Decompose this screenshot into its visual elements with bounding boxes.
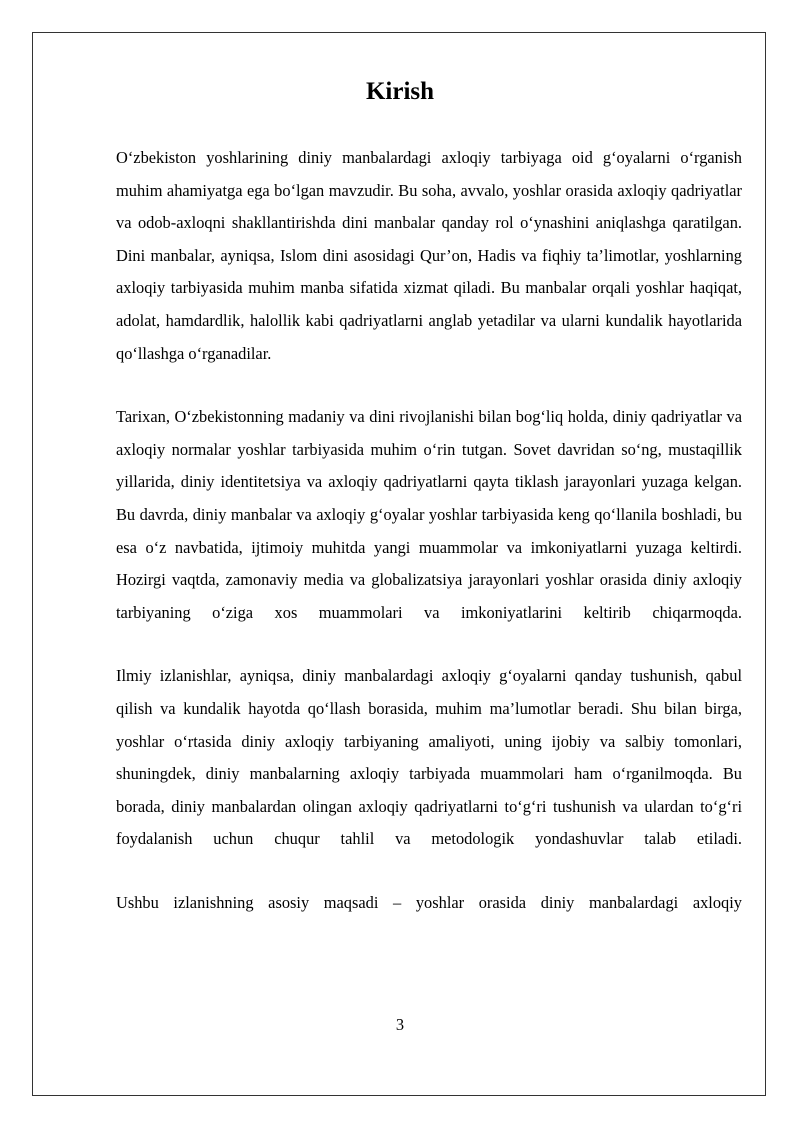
paragraph-4: Ushbu izlanishning asosiy maqsadi – yoshlar orasida diniy manbalardagi axloqiy [116,892,742,912]
page-number: 3 [395,1015,405,1034]
body-text [116,142,742,950]
paragraph-3: Ilmiy izlanishlar, ayniqsa, diniy manbalardagi axloqiy g‘oyalarni qanday tushunish, qabul qilish va kundalik hayotda qo‘llash borasida, muhim ma’lumotlar beradi. Shu bilan birga, yoshlar o‘rtasida diniy axloqiy tarbiyaning amaliyoti, uning ijobiy va salbiy tomonlari, shuningdek, diniy manbalarning axloqiy tarbiyada muammolari ham o‘rganilmoqda. Bu borada, diniy manbalardan olingan axloqiy qadriyatlarni to‘g‘ri tushunish va ulardan to‘g‘ri foydalanish uchun chuqur tahlil va metodologik yondashuvlar talab etiladi. [116,666,742,849]
paragraph-1: O‘zbekiston yoshlarining diniy manbalardagi axloqiy tarbiyaga oid g‘oyalarni o‘rganish muhim ahamiyatga ega bo‘lgan mavzudir. Bu soha, avvalo, yoshlar orasida axloqiy qadriyatlar va odob-axloqni shakllantirishda dini manbalar qanday rol o‘ynashini aniqlashga qaratilgan. Dini manbalar, ayniqsa, Islom dini asosidagi Qur’on, Hadis va fiqhiy ta’limotlar, yoshlarning axloqiy tarbiyasida muhim manba sifatida xizmat qiladi. Bu manbalar orqali yoshlar haqiqat, adolat, hamdardlik, halollik kabi qadriyatlarni anglab yetadilar va ularni kundalik hayotlarida qo‘llashga o‘rganadilar. [116,148,742,363]
page-title: Kirish [365,78,435,105]
paragraph-2: Tarixan, O‘zbekistonning madaniy va dini rivojlanishi bilan bog‘liq holda, diniy qadriyatlar va axloqiy normalar yoshlar tarbiyasida muhim o‘rin tutgan. Sovet davridan so‘ng, mustaqillik yillarida, diniy identitetsiya va axloqiy qadriyatlarni qayta tiklash jarayonlari yuzaga kelgan. Bu davrda, diniy manbalar va axloqiy g‘oyalar yoshlar tarbiyasida keng qo‘llanila boshladi, bu esa o‘z navbatida, ijtimoiy muhitda yangi muammolar va imkoniyatlarni yuzaga keltirdi. Hozirgi vaqtda, zamonaviy media va globalizatsiya jarayonlari yoshlar orasida diniy axloqiy tarbiyaning o‘ziga xos muammolari va imkoniyatlarini keltirib chiqarmoqda. [116,407,742,622]
